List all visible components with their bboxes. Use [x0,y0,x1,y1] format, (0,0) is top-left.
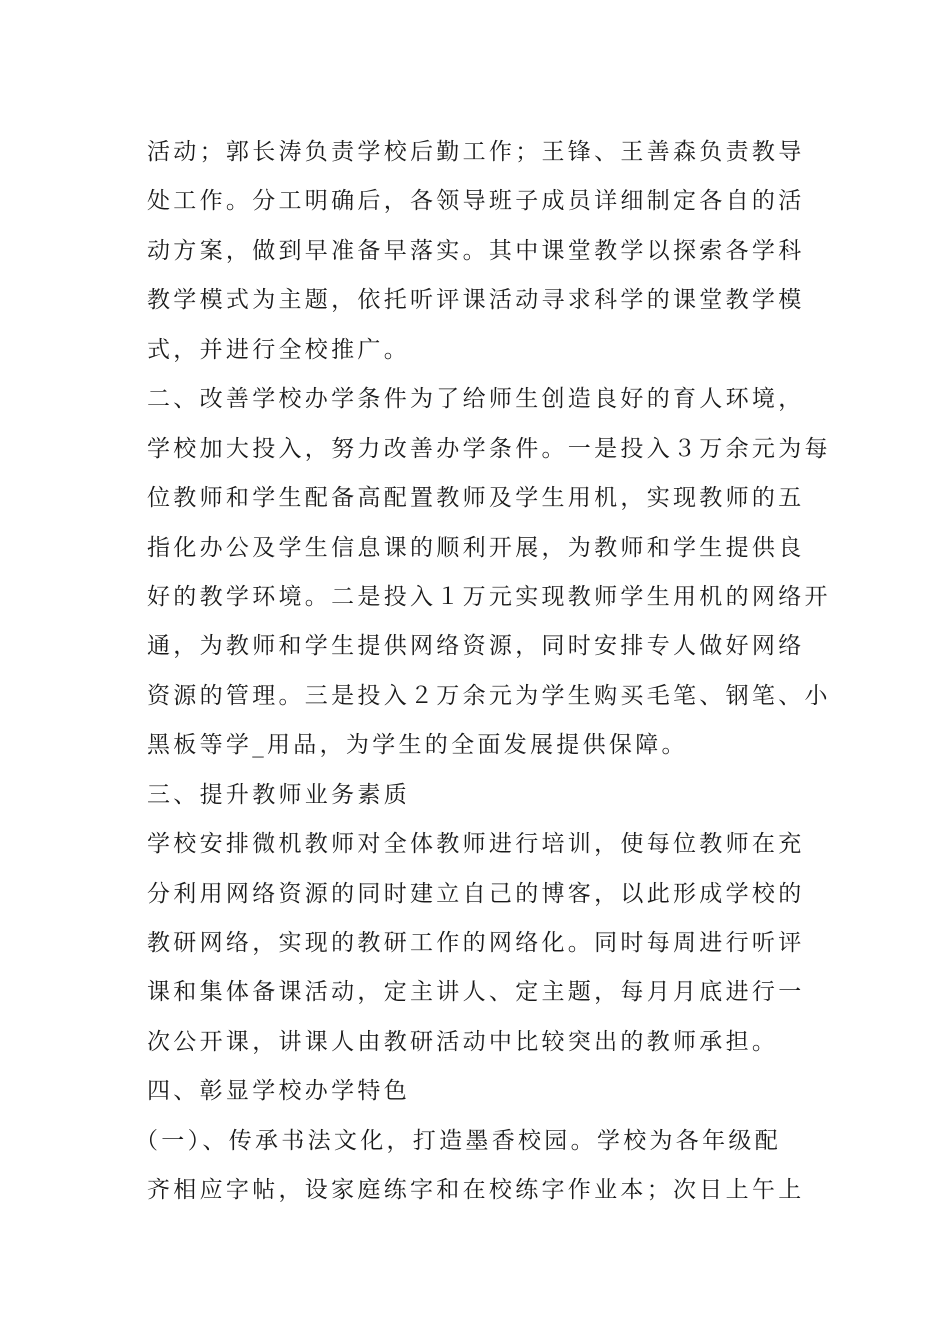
text-line: 教研网络，实现的教研工作的网络化。同时每周进行听评 [147,930,805,956]
text-line: 黑板等学_用品，为学生的全面发展提供保障。 [147,732,688,759]
text-line: 分利用网络资源的同时建立自己的博客，以此形成学校的 [147,880,805,907]
text-line: 齐相应字帖，设家庭练字和在校练字作业本；次日上午上 [147,1177,805,1204]
text-line: 课和集体备课活动，定主讲人、定主题，每月月底进行一 [147,979,805,1006]
text-line: 学校加大投入，努力改善办学条件。一是投入３万余元为每 [147,435,831,462]
text-line: 好的教学环境。二是投入１万元实现教师学生用机的网络开 [147,583,831,610]
text-line: 处工作。分工明确后，各领导班子成员详细制定各自的活 [147,188,805,215]
text-line: 位教师和学生配备高配置教师及学生用机，实现教师的五 [147,485,805,512]
text-line: 式，并进行全校推广。 [147,336,410,363]
text-line: 指化办公及学生信息课的顺利开展，为教师和学生提供良 [147,534,805,561]
text-line: 次公开课，讲课人由教研活动中比较突出的教师承担。 [147,1028,779,1055]
text-line: 教学模式为主题，依托听评课活动寻求科学的课堂教学模 [147,287,805,314]
text-line: 学校安排微机教师对全体教师进行培训，使每位教师在充 [147,831,805,858]
text-line: 活动；郭长涛负责学校后勤工作；王锋、王善森负责教导 [147,139,805,165]
section-heading: 四、彰显学校办学特色 [147,1078,410,1105]
section-heading-line: 二、改善学校办学条件为了给师生创造良好的育人环境， [147,386,805,413]
text-line: 资源的管理。三是投入２万余元为学生购买毛笔、钢笔、小 [147,682,831,709]
document-body [135,128,831,1216]
text-line: 通，为教师和学生提供网络资源，同时安排专人做好网络 [147,633,805,660]
text-line: 动方案，做到早准备早落实。其中课堂教学以探索各学科 [147,237,805,264]
subsection-line: （一）、传承书法文化，打造墨香校园。学校为各年级配 [135,1127,781,1154]
section-heading: 三、提升教师业务素质 [147,781,410,808]
